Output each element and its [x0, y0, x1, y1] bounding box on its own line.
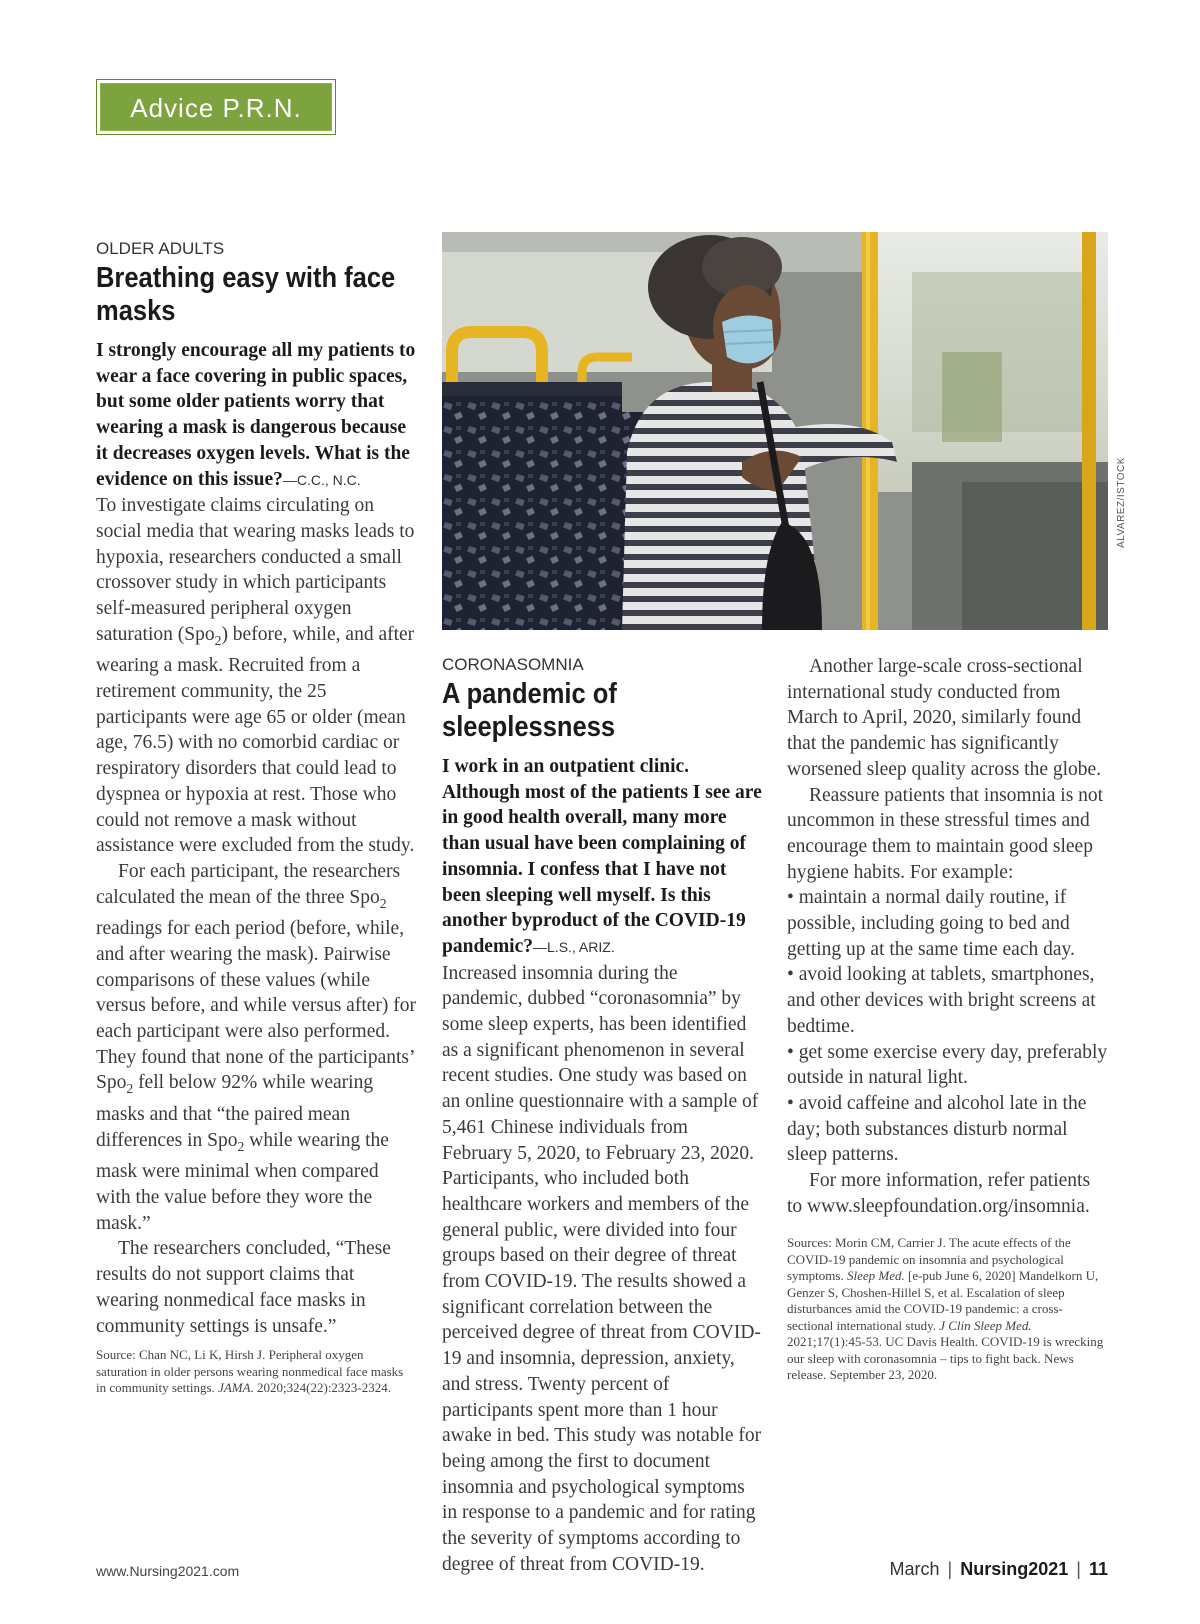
subscript: 2 — [237, 1138, 245, 1154]
article1-p1-text: To investigate claims circulating on social media that wearing masks leads to hypoxia, researchers conducted a small crossover study in which participants self-measured peripheral oxygen saturation (Spo — [96, 495, 415, 645]
article1-p2-text-cont: readings for each period (before, while, and after wearing the mask). Pairwise comparisons of these values (while versus before, and while versus after) for each participant were also performed. They found that none of the participants’ Spo — [96, 918, 416, 1094]
subscript: 2 — [379, 895, 387, 911]
photo-woman-on-bus — [442, 232, 1108, 630]
article1-question-text: I strongly encourage all my patients to wear a face covering in public spaces, but some older patients worry that wearing a mask is dangerous because it decreases oxygen levels. What is the evidence on this issue? — [96, 340, 416, 490]
article1-signature: —C.C., N.C. — [282, 471, 361, 488]
source-text: Sources: Morin CM, Carrier J. The acute effects of the COVID-19 pandemic on insomnia and psychological symptoms. — [787, 1235, 1071, 1284]
article1-paragraph-1 — [96, 493, 416, 859]
article2-paragraph-4: For more information, refer patients to www.sleepfoundation.org/insomnia. — [787, 1170, 1091, 1217]
source-journal: JAMA — [218, 1380, 251, 1396]
article1-p2-text-cont: fell below 92% while wearing masks and that “the paired mean differences in Spo — [96, 1072, 374, 1151]
sleep-tip-bullet: • get some exercise every day, preferably outside in natural light. — [787, 1041, 1108, 1089]
article1-source — [96, 1347, 416, 1397]
article1-question — [96, 338, 416, 493]
bus-passenger-illustration — [442, 232, 1108, 630]
footer-separator: | — [947, 1559, 953, 1579]
article1-kicker: OLDER ADULTS — [96, 239, 225, 258]
article1-p1-text-cont: ) before, while, and after wearing a mask. Recruited from a retirement community, the 25 participants were age 65 or older (mean age, 76.5) with no comorbid cardiac or respiratory disorders that could lead to dyspnea or hypoxia at rest. Those who could not remove a mask without assistance were excluded from the study. — [96, 623, 415, 857]
article1-headline: Breathing easy with face masks — [96, 262, 396, 327]
article2-kicker: CORONASOMNIA — [442, 655, 584, 674]
source-text-end: . 2020;324(22):2323-2324. — [250, 1380, 392, 1396]
footer-month: March — [889, 1559, 940, 1579]
subscript: 2 — [214, 632, 222, 648]
source-text-cont: [e-pub June 6, 2020] Mandelkorn U, Genzer S, Choshen-Hillel S, et al. Escalation of sleep disturbances amid the COVID-19 pandemic: a cross-sectional international study. — [787, 1268, 1099, 1333]
article2-paragraph-3: Reassure patients that insomnia is not uncommon in these stressful times and encourage them to maintain good sleep hygiene habits. For example: — [787, 784, 1104, 883]
article2-question — [442, 754, 762, 961]
article2-headline: A pandemic of sleeplessness — [442, 678, 617, 743]
page-number: 11 — [1088, 1559, 1108, 1579]
footer-website: www.Nursing2021.com — [96, 1563, 240, 1579]
article2-paragraph-2: Another large-scale cross-sectional international study conducted from March to April, 2020, similarly found that the pandemic has significantly worsened sleep quality across the globe. — [787, 656, 1102, 780]
sleep-tip-bullet: • avoid looking at tablets, smartphones, and other devices with bright screens at bedtime. — [787, 964, 1096, 1037]
source-text: Source: Chan NC, Li K, Hirsh J. Peripheral oxygen saturation in older persons wearing nonmedical face masks in community settings. — [96, 1347, 404, 1396]
photo-credit: ALVAREZ/ISTOCK — [1116, 457, 1127, 548]
article-coronasomnia-continued — [787, 654, 1109, 1384]
footer-folio — [890, 1559, 1108, 1580]
article2-signature: —L.S., ARIZ. — [533, 938, 615, 955]
article1-paragraph-3: The researchers concluded, “These results do not support claims that wearing nonmedical face masks in community settings is unsafe.” — [96, 1238, 391, 1337]
sleep-tip-bullet: • maintain a normal daily routine, if possible, including going to bed and getting up at the same time each day. — [787, 887, 1075, 960]
article1-paragraph-2 — [96, 859, 416, 1237]
article1-p2-text-end: while wearing the mask were minimal when compared with the value before they wore the mask.” — [96, 1129, 389, 1234]
article2-sources — [787, 1235, 1109, 1384]
source-journal: Sleep Med. — [846, 1268, 905, 1284]
article-older-adults — [96, 238, 416, 1397]
article-coronasomnia — [442, 654, 762, 1578]
sleep-tip-bullet: • avoid caffeine and alcohol late in the day; both substances disturb normal sleep patterns. — [787, 1092, 1087, 1166]
source-text-end: 2021;17(1):45-53. UC Davis Health. COVID-19 is wrecking our sleep with coronasomnia – tips to fight back. News release. September 23, 2020. — [787, 1334, 1104, 1383]
source-journal: J Clin Sleep Med. — [939, 1317, 1032, 1333]
section-badge: Advice P.R.N. — [96, 79, 336, 135]
subscript: 2 — [126, 1081, 134, 1097]
article2-question-text: I work in an outpatient clinic. Although most of the patients I see are in good health overall, many more than usual have been complaining of insomnia. I confess that I have not been sleeping well myself. Is this another byproduct of the COVID-19 pandemic? — [442, 756, 762, 957]
article2-paragraph-1: Increased insomnia during the pandemic, dubbed “coronasomnia” by some sleep experts, has been identified as a significant phenomenon in several recent studies. One study was based on an online questionnaire with a sample of 5,461 Chinese individuals from February 5, 2020, to February 23, 2020. Participants, who included both healthcare workers and members of the general public, were divided into four groups based on their degree of threat from COVID-19. The results showed a significant correlation between the perceived degree of threat from COVID-19 and insomnia, depression, anxiety, and stress. Twenty percent of participants spent more than 1 hour awake in bed. This study was notable for being among the first to document insomnia and psychological symptoms in response to a pandemic and for rating the severity of symptoms according to degree of threat from COVID-19. — [442, 962, 762, 1575]
footer-brand: Nursing2021 — [960, 1559, 1069, 1579]
article1-p2-text: For each participant, the researchers calculated the mean of the three Spo — [96, 860, 401, 908]
footer-separator: | — [1076, 1559, 1081, 1579]
